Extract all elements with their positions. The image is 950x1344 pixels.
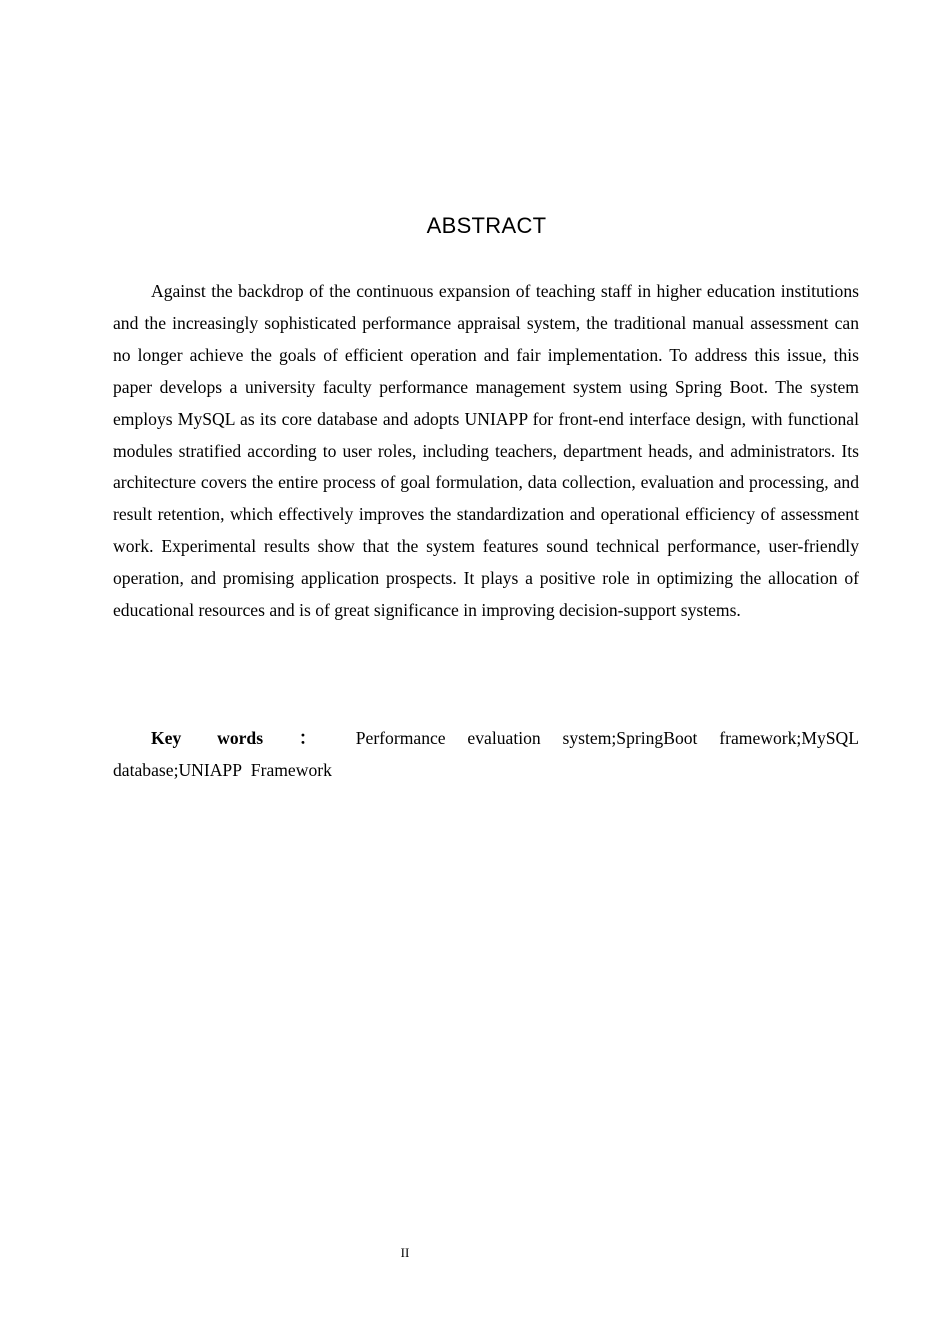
abstract-title: ABSTRACT <box>426 213 547 238</box>
abstract-body: Against the backdrop of the continuous expansion of teaching staff in higher education institutions and the increasingly sophisticated performance appraisal system, the traditional manual assessment can no longer achieve the goals of efficient operation and fair implementation. To address this issue, this paper develops a university faculty performance management system using Spring Boot. The system employs MySQL as its core database and adopts UNIAPP for front-end interface design, with functional modules stratified according to user roles, including teachers, department heads, and administrators. Its architecture covers the entire process of goal formulation, data collection, evaluation and processing, and result retention, which effectively improves the standardization and operational efficiency of assessment work. Experimental results show that the system features sound technical performance, user-friendly operation, and promising application prospects. It plays a positive role in optimizing the allocation of educational resources and is of great significance in improving decision-support systems. <box>113 281 859 621</box>
keywords-text: Performance evaluation system;SpringBoot framework;MySQL database;UNIAPP Framework <box>113 728 860 780</box>
keywords-paragraph <box>113 723 859 787</box>
keywords-label: Key words ： <box>151 728 334 748</box>
page-number: II <box>400 1245 410 1260</box>
